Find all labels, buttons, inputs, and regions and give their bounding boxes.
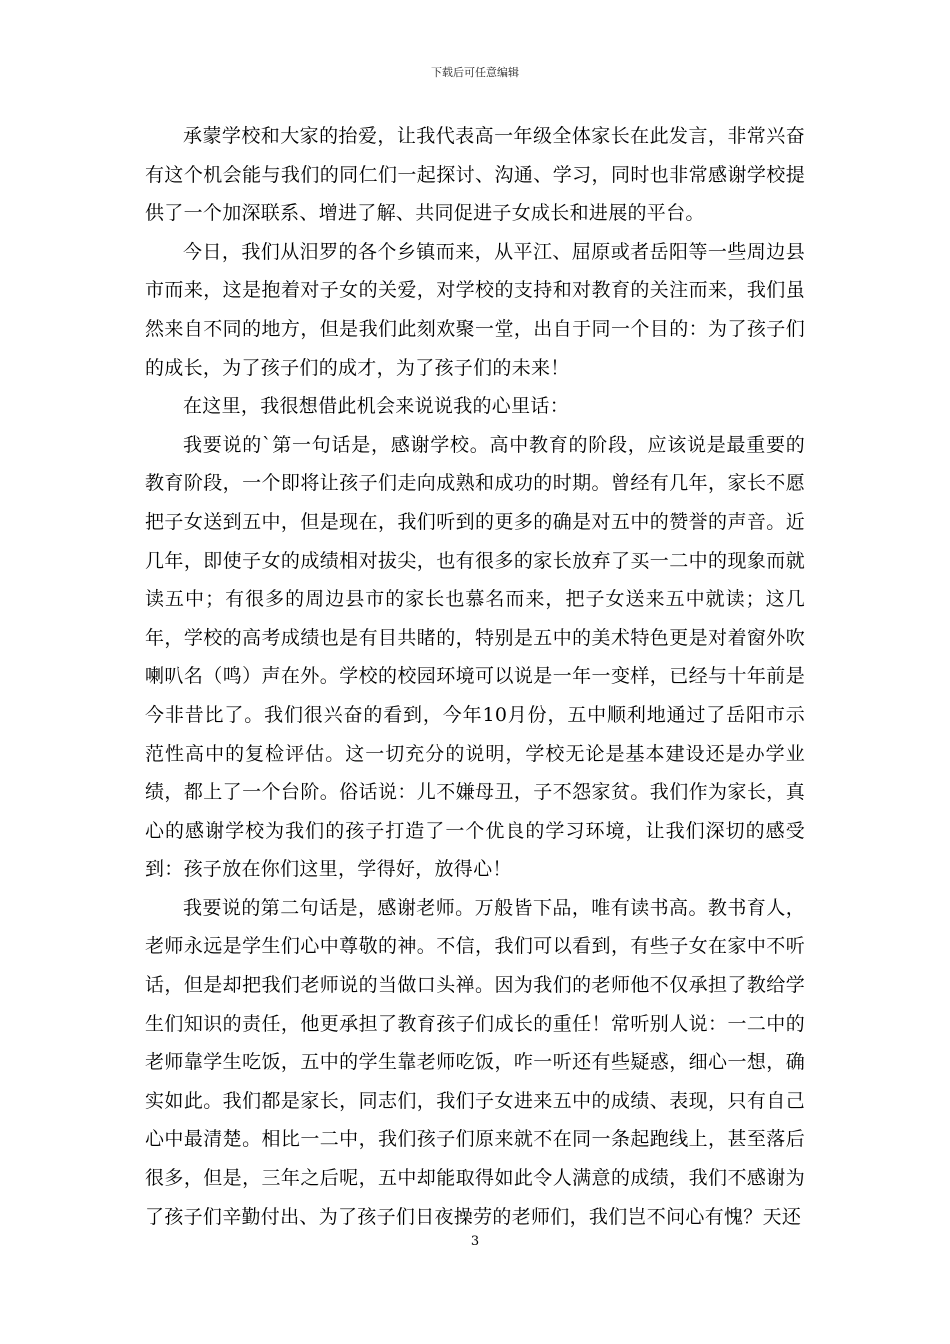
document-body [145, 117, 805, 1236]
paragraph-3: 在这里，我很想借此机会来说说我的心里话： [183, 395, 570, 418]
page-header: 下载后可任意编辑 [431, 66, 519, 79]
paragraph-1: 承蒙学校和大家的抬爱，让我代表高一年级全体家长在此发言，非常兴奋有这个机会能与我们的同仁们一起探讨、沟通、学习，同时也非常感谢学校提供了一个加深联系、增进了解、共同促进子女成长和进展的平台。 [145, 125, 805, 225]
paragraph-4: 我要说的`第一句话是，感谢学校。高中教育的阶段，应该说是最重要的教育阶段，一个即将让孩子们走向成熟和成功的时期。曾经有几年，家长不愿把子女送到五中，但是现在，我们听到的更多的确是对五中的赞誉的声音。近几年，即使子女的成绩相对拔尖，也有很多的家长放弃了买一二中的现象而就读五中；有很多的周边县市的家长也慕名而来，把子女送来五中就读；这几年，学校的高考成绩也是有目共睹的，特别是五中的美术特色更是对着窗外吹喇叭名（鸣）声在外。学校的校园环境可以说是一年一变样，已经与十年前是今非昔比了。我们很兴奋的看到，今年10月份，五中顺利地通过了岳阳市示范性高中的复检评估。这一切充分的说明，学校无论是基本建设还是办学业绩，都上了一个台阶。俗话说：儿不嫌母丑，子不怨家贫。我们作为家长，真心的感谢学校为我们的孩子打造了一个优良的学习环境，让我们深切的感受到：孩子放在你们这里，学得好，放得心！ [145, 433, 805, 881]
page-number: 3 [470, 1234, 480, 1249]
paragraph-5: 我要说的第二句话是，感谢老师。万般皆下品，唯有读书高。教书育人，老师永远是学生们心中尊敬的神。不信，我们可以看到，有些子女在家中不听话，但是却把我们老师说的当做口头禅。因为我们的老师他不仅承担了教给学生们知识的责任，他更承担了教育孩子们成长的重任！常听别人说：一二中的老师靠学生吃饭，五中的学生靠老师吃饭，咋一听还有些疑惑，细心一想，确实如此。我们都是家长，同志们，我们子女进来五中的成绩、表现，只有自己心中最清楚。相比一二中，我们孩子们原来就不在同一条起跑线上，甚至落后很多，但是，三年之后呢，五中却能取得如此令人满意的成绩，我们不感谢为了孩子们辛勤付出、为了孩子们日夜操劳的老师们，我们岂不问心有愧？天还 [145, 896, 805, 1228]
paragraph-2: 今日，我们从汨罗的各个乡镇而来，从平江、屈原或者岳阳等一些周边县市而来，这是抱着对子女的关爱，对学校的支持和对教育的关注而来，我们虽然来自不同的地方，但是我们此刻欢聚一堂，出自于同一个目的：为了孩子们的成长，为了孩子们的成才，为了孩子们的未来！ [145, 240, 805, 379]
